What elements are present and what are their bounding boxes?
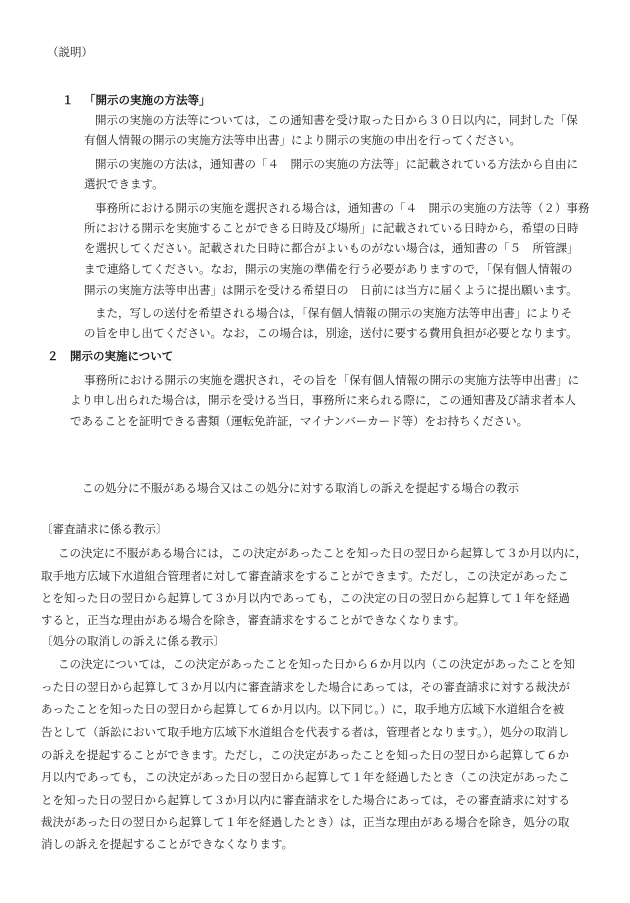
lawsuit-line: とを知った日の翌日から起算して３か月以内に審査請求をした場合にあっては，その審査請求に対する bbox=[41, 793, 570, 807]
review-heading: 〔審査請求に係る教示〕 bbox=[41, 522, 168, 536]
section1-line: の旨を申し出てください。なお，この場合は，別途，送付に要する費用負担が必要となります。 bbox=[84, 326, 578, 340]
section1-line: 開示の実施の方法は，通知書の「４ 開示の実施の方法等」に記載されている方法から自由に bbox=[95, 157, 578, 171]
section1-heading: 「開示の実施の方法等」 bbox=[84, 93, 211, 107]
lawsuit-line: この決定については，この決定があったことを知った日から６か月以内（この決定があったことを知 bbox=[58, 657, 576, 671]
lawsuit-line: 告として（訴訟において取手地方広域下水道組合を代表する者は，管理者となります。），処分の取消し bbox=[41, 725, 570, 739]
section1-line: 選択できます。 bbox=[84, 177, 164, 191]
appeal-title: この処分に不服がある場合又はこの処分に対する取消しの訴えを提起する場合の教示 bbox=[82, 481, 519, 495]
section1-line: 所における開示を実施することができる日時及び場所」に記載されている日時から，希望の日時 bbox=[84, 221, 579, 235]
section2-line: 事務所における開示の実施を選択され，その旨を「保有個人情報の開示の実施方法等申出書」に bbox=[84, 373, 580, 387]
lawsuit-line: あったことを知った日の翌日から起算して６か月以内。以下同じ。）に，取手地方広域下水道組合を被 bbox=[41, 702, 565, 716]
review-line: 取手地方広域下水道組合管理者に対して審査請求をすることができます。ただし，この決定があったこ bbox=[41, 569, 569, 583]
section1-line: 開示の実施の方法等については，この通知書を受け取った日から３０日以内に，同封した「保 bbox=[95, 113, 578, 127]
section1-line: また，写しの送付を希望される場合は，「保有個人情報の開示の実施方法等申出書」によりそ bbox=[95, 306, 573, 320]
section2-number: ２ bbox=[47, 349, 59, 363]
explanation-header: （説明） bbox=[47, 45, 93, 59]
section1-line: を選択してください。記載された日時に都合がよいものがない場合は，通知書の「５ 所管課」 bbox=[84, 241, 579, 255]
review-line: すると，正当な理由がある場合を除き，審査請求をすることができなくなります。 bbox=[41, 613, 466, 627]
lawsuit-line: 裁決があった日の翌日から起算して１年を経過したとき）は，正当な理由がある場合を除き，処分の取 bbox=[41, 815, 570, 829]
section1-line: まで連絡してください。なお，開示の実施の準備を行う必要がありますので，「保有個人情報の bbox=[84, 262, 573, 276]
section2-heading: 開示の実施について bbox=[70, 349, 174, 363]
lawsuit-line: 月以内であっても，この決定があった日の翌日から起算して１年を経過したとき（この決定があったこ bbox=[41, 770, 570, 784]
review-line: とを知った日の翌日から起算して３か月以内であっても，この決定の日の翌日から起算して１年を経過 bbox=[41, 591, 570, 605]
section1-line: 有個人情報の開示の実施方法等申出書」により開示の実施の申出を行ってください。 bbox=[84, 133, 521, 147]
lawsuit-line: った日の翌日から起算して３か月以内に審査請求をした場合にあっては，その審査請求に対する裁決が bbox=[41, 680, 570, 694]
section1-line: 事務所における開示の実施を選択される場合は，通知書の「４ 開示の実施の方法等（２）事務 bbox=[95, 201, 590, 215]
section2-line: より申し出られた場合は，開示を受ける当日，事務所に来られる際に，この通知書及び請求者本人 bbox=[70, 393, 576, 407]
review-line: この決定に不服がある場合には，この決定があったことを知った日の翌日から起算して３か月以内に， bbox=[58, 546, 587, 560]
section1-number: １ bbox=[62, 93, 74, 107]
section2-line: であることを証明できる書類（運転免許証，マイナンバーカード等）をお持ちください。 bbox=[70, 414, 529, 428]
lawsuit-line: 消しの訴えを提起することができなくなります。 bbox=[41, 837, 294, 851]
lawsuit-heading: 〔処分の取消しの訴えに係る教示〕 bbox=[41, 634, 225, 648]
lawsuit-line: の訴えを提起することができます。ただし，この決定があったことを知った日の翌日から起算して６か bbox=[41, 748, 569, 762]
section1-line: 開示の実施方法等申出書」は開示を受ける希望日の 日前には当方に届くように提出願います。 bbox=[84, 283, 578, 297]
